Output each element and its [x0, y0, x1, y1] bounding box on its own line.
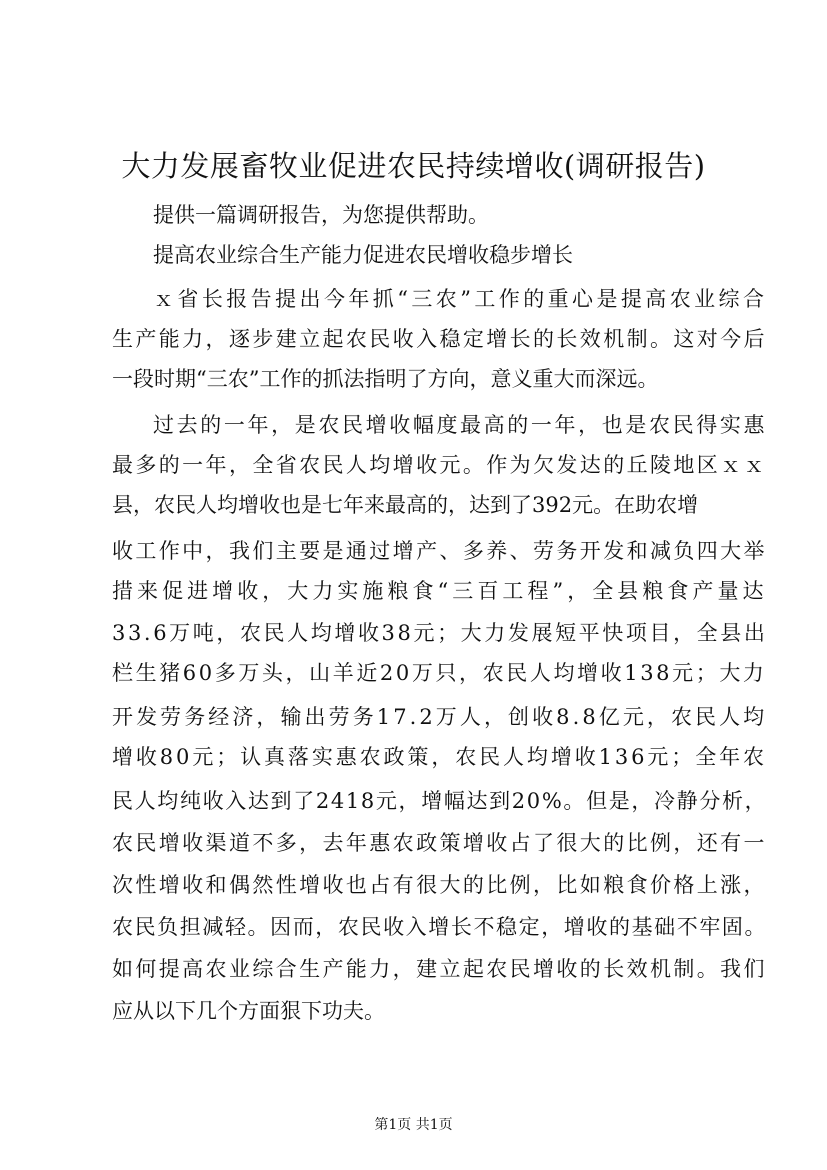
paragraph-2-line-13: 农民负担减轻。因而，农民收入增长不稳定，增收的基础不牢固。	[112, 915, 768, 939]
paragraph-2-line-2: 最多的一年，全省农民人均增收元。作为欠发达的丘陵地区ｘｘ	[112, 453, 767, 477]
paragraph-2-line-11: 农民增收渠道不多，去年惠农政策增收占了很大的比例，还有一	[112, 831, 767, 855]
paragraph-2-line-5: 措来促进增收，大力实施粮食“三百工程”，全县粮食产量达	[112, 579, 768, 603]
intro-line: 提供一篇调研报告，为您提供帮助。	[153, 203, 489, 227]
subtitle-line: 提高农业综合生产能力促进农民增收稳步增长	[153, 243, 573, 267]
paragraph-2-line-7: 栏生猪60多万头，山羊近20万只，农民人均增收138元；大力	[112, 661, 767, 685]
paragraph-2-line-8: 开发劳务经济，输出劳务17.2万人，创收8.8亿元，农民人均	[112, 705, 768, 729]
page-number-footer: 第1页 共1页	[374, 1117, 453, 1133]
paragraph-1-line-2: 生产能力，逐步建立起农民收入稳定增长的长效机制。这对今后	[112, 327, 767, 351]
paragraph-2-line-6: 33.6万吨，农民人均增收38元；大力发展短平快项目，全县出	[112, 621, 768, 645]
paragraph-2-line-15: 应从以下几个方面狠下功夫。	[112, 999, 385, 1023]
paragraph-2-line-1: 过去的一年，是农民增收幅度最高的一年，也是农民得实惠	[153, 413, 768, 437]
paragraph-1-line-3: 一段时期“三农”工作的抓法指明了方向，意义重大而深远。	[112, 367, 659, 391]
paragraph-2-line-9: 增收80元；认真落实惠农政策，农民人均增收136元；全年农	[112, 745, 767, 769]
document-title: 大力发展畜牧业促进农民持续增收(调研报告)	[121, 149, 706, 183]
paragraph-2-line-4: 收工作中，我们主要是通过增产、多养、劳务开发和减负四大举	[112, 539, 767, 563]
paragraph-2-line-14: 如何提高农业综合生产能力，建立起农民增收的长效机制。我们	[112, 957, 767, 981]
paragraph-1-line-1: ｘ省长报告提出今年抓“三农”工作的重心是提高农业综合	[153, 287, 768, 311]
paragraph-2-line-12: 次性增收和偶然性增收也占有很大的比例，比如粮食价格上涨，	[112, 873, 767, 897]
paragraph-2-line-3: 县，农民人均增收也是七年来最高的，达到了392元。在助农增	[112, 493, 699, 517]
paragraph-2-line-10: 民人均纯收入达到了2418元，增幅达到20%。但是，冷静分析，	[112, 789, 768, 813]
